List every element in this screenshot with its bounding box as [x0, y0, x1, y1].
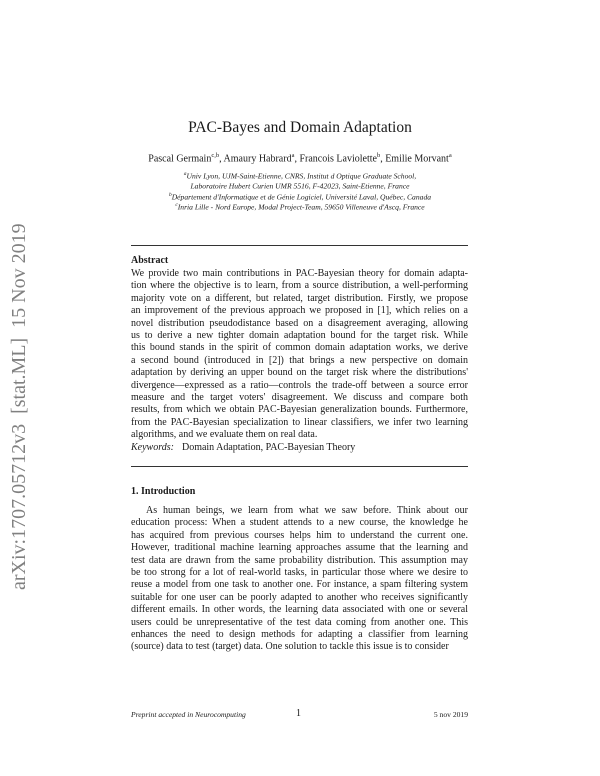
text-line: suitable for one user can be poorly adapted to another who receives significantly [131, 591, 468, 603]
text-line: measure and the target voters' disagreement. We discuss and compare both [131, 392, 468, 403]
text-line: users could be unrepresentative of the test data coming from another one. This [131, 616, 468, 628]
paper-title: PAC-Bayes and Domain Adaptation [188, 119, 412, 136]
affiliation-mark: b [168, 192, 172, 198]
author-name: Amaury Habrard [223, 153, 292, 165]
page-number: 1 [296, 708, 301, 719]
text-line: (source) data to test (target) data. One solution to tackle this issue is to consider [131, 641, 449, 653]
footer-journal-note: Preprint accepted in Neurocomputing [131, 710, 246, 719]
text-line: from the PAC-Bayesian specialization to linear classifiers, we infer two learning [131, 416, 468, 428]
footer-date: 5 nov 2019 [433, 710, 468, 719]
text-line: However, traditional machine learning approaches assume that the learning and [131, 542, 468, 554]
text-line: novel distribution pseudodistance based on a disagreement averaging, allowing [131, 317, 468, 329]
text-line: has acquired from previous courses helps him to understand the current one. [131, 529, 468, 541]
affiliation-text: Univ Lyon, UJM-Saint-Etienne, CNRS, Institut d Optique Graduate School, [186, 171, 417, 181]
affiliation [0, 181, 600, 191]
text-line: majority vote on a different, but related, target distribution. Firstly, we propose [131, 292, 468, 304]
author-name: Francois Laviolette [299, 153, 377, 165]
text-line: We provide two main contributions in PAC-Bayesian theory for domain adapta- [131, 268, 468, 279]
text-line: results, from which we obtain PAC-Bayesian generalization bounds. Furthermore, [131, 404, 468, 416]
abstract-top-rule [131, 245, 468, 246]
section-heading-introduction: 1. Introduction [131, 486, 196, 497]
text-line: us to derive a new tighter domain adaptation bound for the target risk. While [131, 330, 468, 341]
author-affiliation-mark: a [448, 152, 452, 159]
affiliation-text: Laboratoire Hubert Curien UMR 5516, F-42023, Saint-Etienne, France [190, 181, 410, 191]
affiliation-mark: a [183, 171, 187, 177]
text-line: As human beings, we learn from what we saw before. Think about our [146, 505, 468, 516]
keywords-text: Domain Adaptation, PAC-Bayesian Theory [181, 442, 356, 453]
author-affiliation-mark: c,b [211, 152, 220, 159]
text-line: reuse a model from one task to another one. For instance, a spam filtering system [131, 579, 468, 591]
abstract-bottom-rule [131, 466, 468, 467]
text-line: adaptation by deriving an upper bound on the target risk where the distributions' [131, 367, 468, 379]
text-line: tion where the objective is to learn, from a source distribution, a well-performing [131, 280, 468, 292]
affiliation [0, 192, 600, 202]
text-line: divergence—expressed as a ratio—controls the trade-off between a source error [131, 379, 468, 391]
arxiv-stamp: arXiv:1707.05712v3 [stat.ML] 15 Nov 2019 [8, 223, 30, 590]
author-name: Pascal Germain [148, 153, 212, 165]
text-line: test data are drawn from the same probability distribution. This assumption may [131, 554, 468, 566]
affiliation [0, 171, 600, 181]
text-line: education process: When a student attends to a new course, the knowledge he [131, 517, 468, 529]
affiliation-mark: c [175, 202, 178, 208]
text-line: enhances the need to design methods for adapting a classifier from learning [131, 629, 468, 640]
text-line: be too strong for a lot of real-world tasks, in particular those where we desire to [131, 567, 468, 578]
abstract-heading: Abstract [131, 255, 169, 266]
affiliation-text: Inria Lille - Nord Europe, Modal Project-Team, 59650 Villeneuve d'Ascq, France [177, 202, 425, 212]
author-affiliation-mark: a [291, 152, 295, 159]
author-affiliation-mark: b [376, 152, 381, 159]
text-line: different emails. In other words, the learning data associated with one or several [131, 604, 468, 616]
keywords [131, 442, 355, 453]
text-line: algorithms, and we evaluate them on real data. [131, 429, 318, 441]
keywords-label: Keywords: [131, 442, 174, 453]
text-line: a second bound (introduced in [2]) that brings a new perspective on domain [131, 354, 468, 366]
affiliation-text: Département d'Informatique et de Génie Logiciel, Université Laval, Québec, Canada [171, 192, 432, 202]
affiliation [0, 202, 600, 212]
author-name: Emilie Morvant [385, 153, 449, 165]
text-line: an improvement of the previous approach we proposed in [1], which relies on a [131, 305, 468, 317]
author-list: Pascal Germain$^{c,b}$, Amaury Habrard$^a$, Francois Laviolette$^b$, Emilie Morvant$^a$ [148, 152, 452, 165]
text-line: this bound stands in the spirit of common domain adaptation works, we derive [131, 342, 468, 354]
